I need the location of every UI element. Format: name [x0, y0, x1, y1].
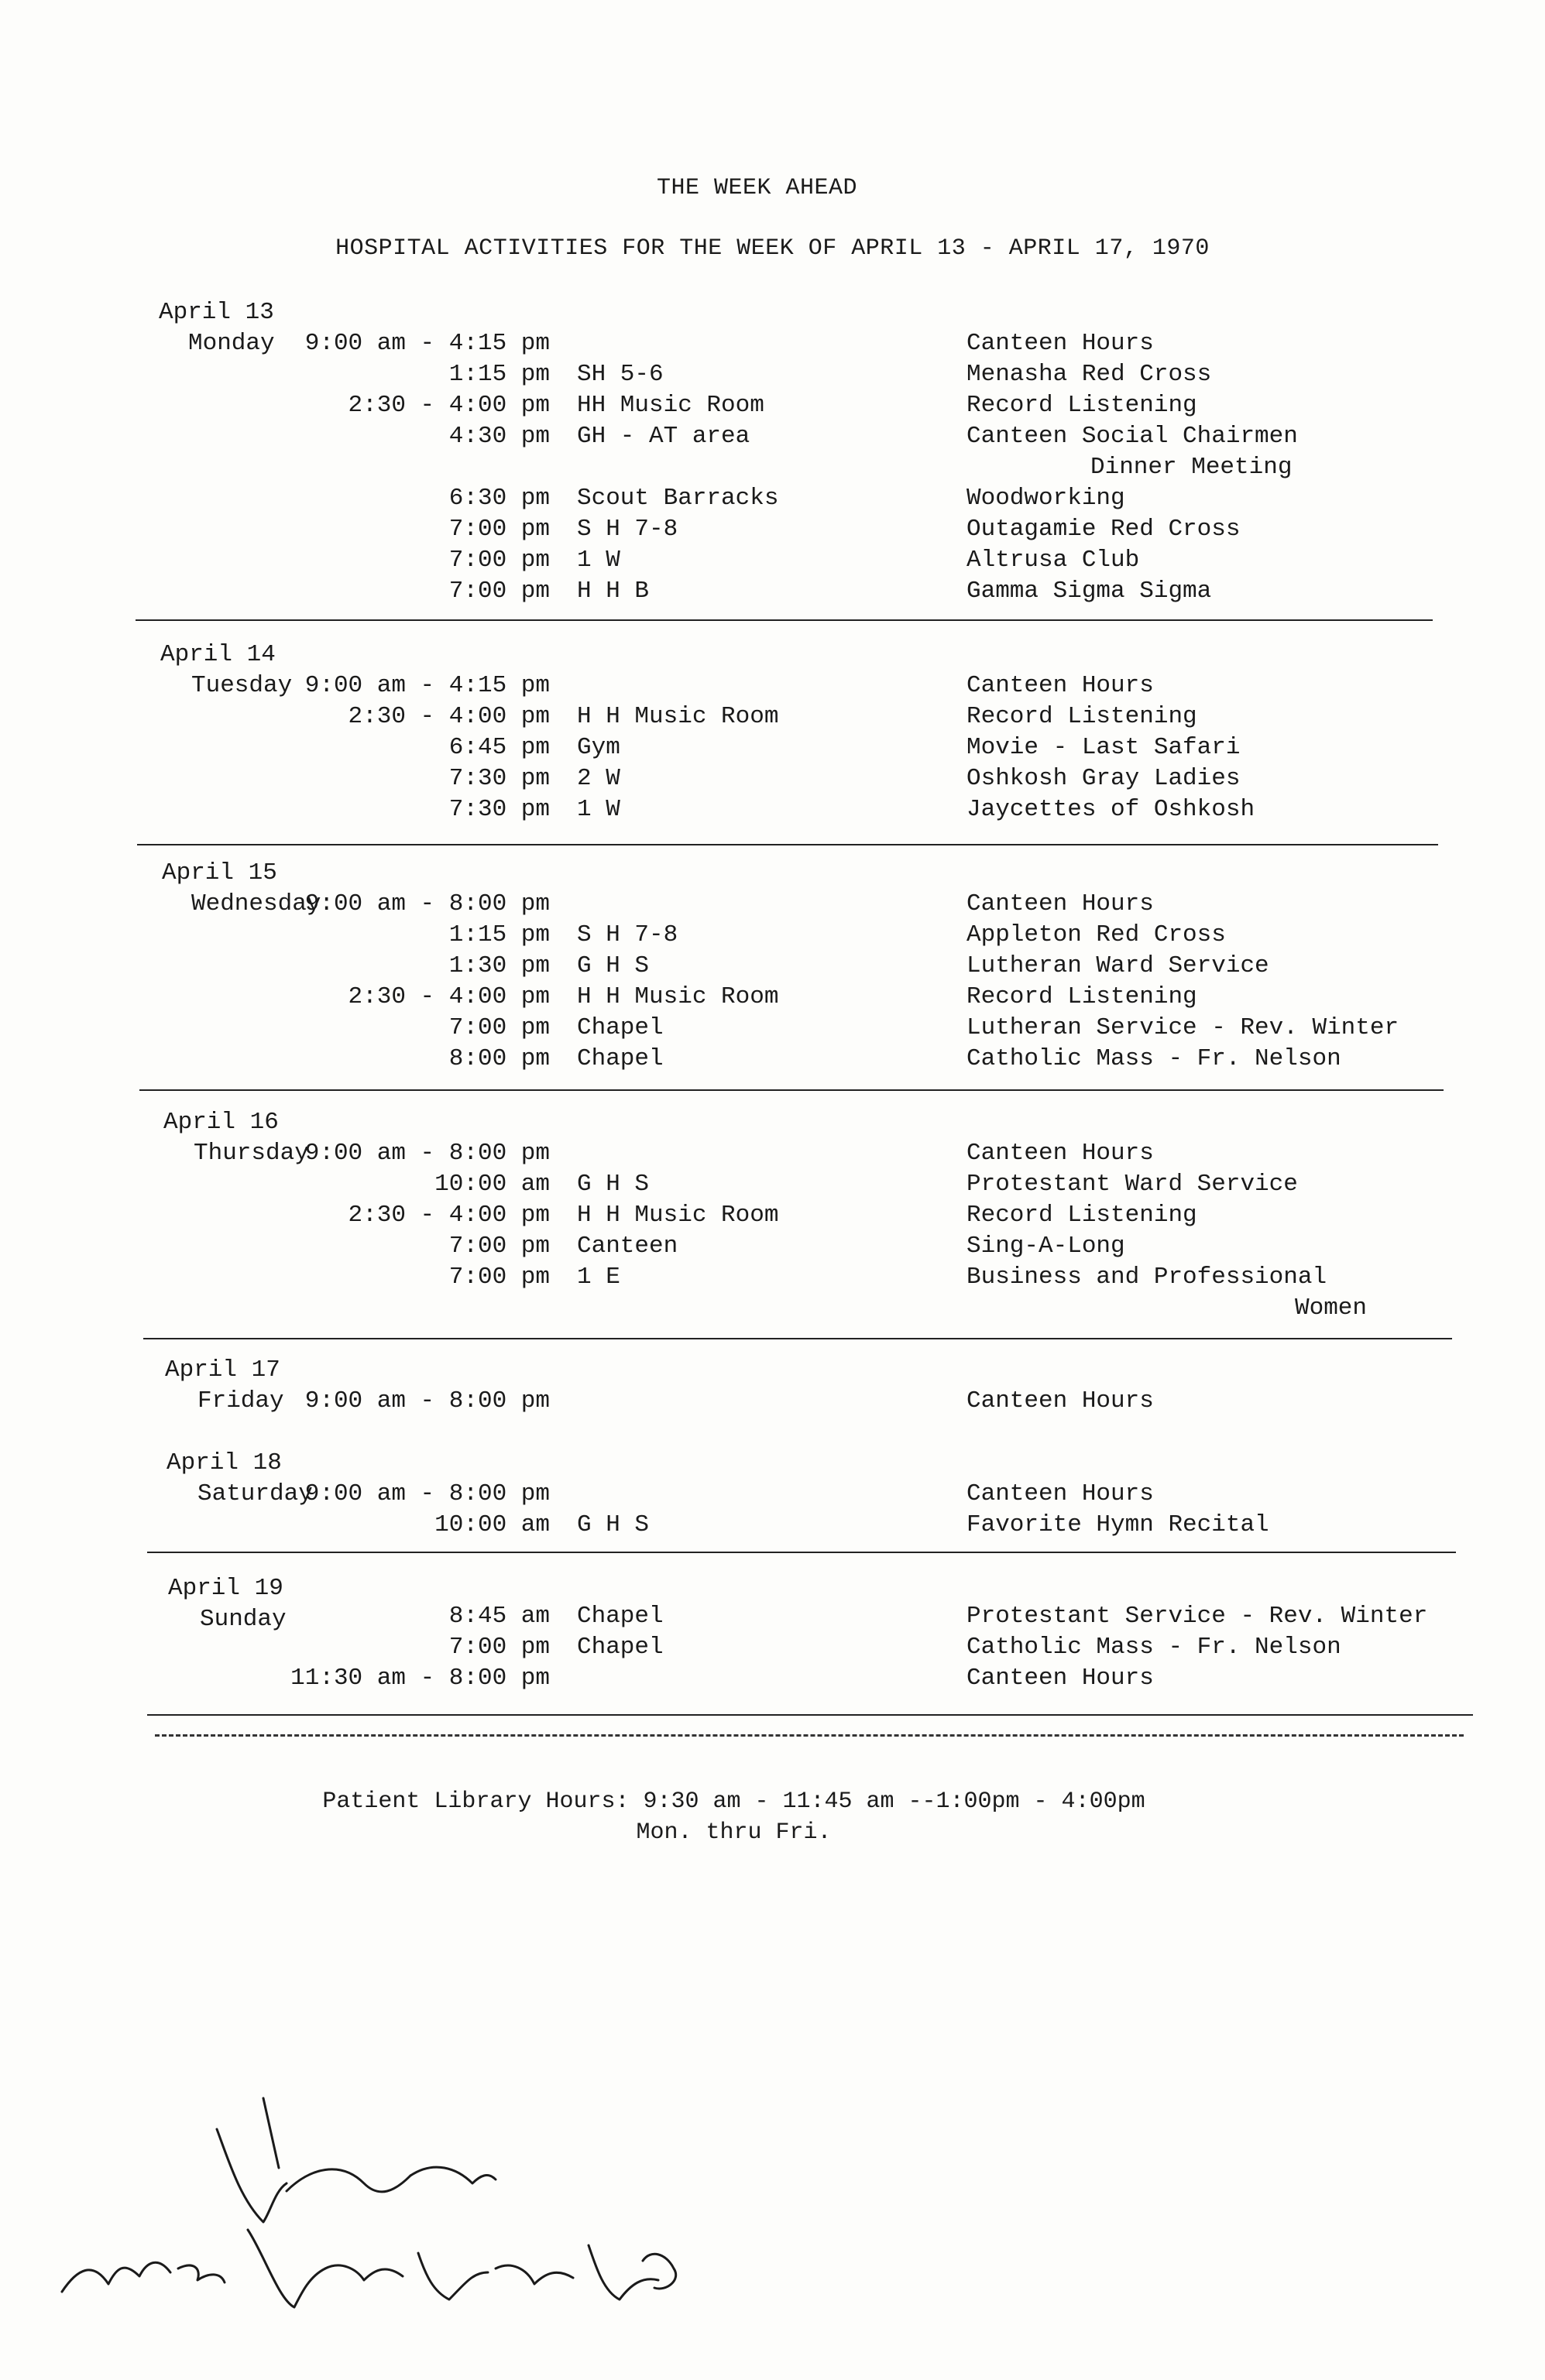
entry-time: 2:30 - 4:00 pm [348, 983, 550, 1010]
entry-location: G H S [577, 952, 650, 979]
day-label: Saturday [197, 1480, 313, 1507]
entry-time: 8:45 am [448, 1603, 550, 1630]
entry-activity: Altrusa Club [966, 547, 1140, 574]
library-hours: Patient Library Hours: 9:30 am - 11:45 am --1:00pm - 4:00pm [322, 1788, 1145, 1815]
dashed-divider [155, 1734, 1464, 1737]
entry-time: 9:00 am - 8:00 pm [304, 1387, 550, 1415]
entry-time: 7:30 pm [448, 765, 550, 792]
entry-time: 7:00 pm [448, 1264, 550, 1291]
entry-activity: Record Listening [966, 1202, 1197, 1229]
entry-time: 7:00 pm [448, 516, 550, 543]
entry-time: 6:45 pm [448, 734, 550, 761]
schedule-entry [0, 1171, 1545, 1202]
section-divider [147, 1714, 1473, 1716]
entry-location: Gym [577, 734, 620, 761]
entry-location: G H S [577, 1511, 650, 1538]
entry-time: 11:30 am - 8:00 pm [290, 1665, 550, 1692]
entry-activity: Canteen Hours [966, 672, 1154, 699]
entry-activity-continuation: Dinner Meeting [1090, 454, 1293, 481]
schedule-entry-continuation [0, 454, 1545, 485]
entry-activity: Record Listening [966, 703, 1197, 730]
entry-time: 2:30 - 4:00 pm [348, 1202, 550, 1229]
entry-activity: Oshkosh Gray Ladies [966, 765, 1241, 792]
section-divider [136, 619, 1433, 621]
entry-activity: Canteen Hours [966, 1665, 1154, 1692]
entry-activity: Appleton Red Cross [966, 921, 1226, 948]
entry-time: 8:00 pm [448, 1045, 550, 1072]
document-subtitle: HOSPITAL ACTIVITIES FOR THE WEEK OF APRIL 13 - APRIL 17, 1970 [335, 235, 1210, 262]
date-label: April 15 [162, 859, 277, 886]
entry-activity: Woodworking [966, 485, 1125, 512]
day-label: Tuesday [191, 672, 293, 699]
entry-time: 7:00 pm [448, 1634, 550, 1661]
entry-time: 10:00 am [434, 1511, 550, 1538]
schedule-entry [0, 703, 1545, 734]
entry-activity: Lutheran Ward Service [966, 952, 1269, 979]
entry-time: 6:30 pm [448, 485, 550, 512]
entry-time: 7:00 pm [448, 578, 550, 605]
entry-time: 9:00 am - 4:15 pm [304, 330, 550, 357]
schedule-entry [0, 1634, 1545, 1665]
entry-activity: Movie - Last Safari [966, 734, 1241, 761]
entry-time: 7:00 pm [448, 1014, 550, 1041]
entry-location: S H 7-8 [577, 921, 678, 948]
schedule-entry [0, 361, 1545, 392]
entry-location: Scout Barracks [577, 485, 779, 512]
entry-time: 7:30 pm [448, 796, 550, 823]
entry-location: H H Music Room [577, 1202, 779, 1229]
date-label: April 17 [165, 1356, 280, 1384]
entry-activity: Canteen Hours [966, 1480, 1154, 1507]
entry-location: 2 W [577, 765, 620, 792]
section-divider [139, 1089, 1444, 1091]
entry-activity: Favorite Hymn Recital [966, 1511, 1269, 1538]
schedule-entry [0, 1233, 1545, 1264]
schedule-entry [0, 516, 1545, 547]
entry-time: 2:30 - 4:00 pm [348, 392, 550, 419]
date-label: April 18 [167, 1449, 282, 1476]
entry-location: Chapel [577, 1045, 664, 1072]
entry-time: 1:15 pm [448, 361, 550, 388]
entry-time: 9:00 am - 8:00 pm [304, 890, 550, 917]
schedule-entry [0, 1511, 1545, 1542]
library-days: Mon. thru Fri. [636, 1819, 832, 1846]
schedule-entry [0, 392, 1545, 423]
date-label: April 16 [163, 1109, 279, 1136]
entry-time: 7:00 pm [448, 1233, 550, 1260]
entry-location: HH Music Room [577, 392, 764, 419]
entry-time: 9:00 am - 8:00 pm [304, 1140, 550, 1167]
entry-time: 1:15 pm [448, 921, 550, 948]
document-title: THE WEEK AHEAD [656, 175, 858, 201]
schedule-entry [0, 890, 1545, 921]
section-divider [147, 1552, 1456, 1553]
schedule-entry [0, 796, 1545, 827]
schedule-entry [0, 734, 1545, 765]
entry-location: GH - AT area [577, 423, 750, 450]
entry-activity-continuation: Women [1295, 1295, 1368, 1322]
entry-location: 1 E [577, 1264, 620, 1291]
schedule-entry [0, 1264, 1545, 1295]
entry-location: Chapel [577, 1603, 664, 1630]
entry-location: H H Music Room [577, 983, 779, 1010]
entry-location: Canteen [577, 1233, 678, 1260]
schedule-entry [0, 330, 1545, 361]
entry-activity: Lutheran Service - Rev. Winter [966, 1014, 1399, 1041]
entry-time: 2:30 - 4:00 pm [348, 703, 550, 730]
date-label: April 19 [168, 1575, 283, 1602]
entry-activity: Gamma Sigma Sigma [966, 578, 1212, 605]
schedule-entry [0, 921, 1545, 952]
schedule-entry [0, 1014, 1545, 1045]
schedule-entry [0, 765, 1545, 796]
entry-activity: Catholic Mass - Fr. Nelson [966, 1045, 1341, 1072]
handwritten-signature [31, 2075, 697, 2330]
entry-location: G H S [577, 1171, 650, 1198]
day-label: Monday [188, 330, 275, 357]
entry-time: 9:00 am - 8:00 pm [304, 1480, 550, 1507]
schedule-entry-continuation [0, 1295, 1545, 1325]
day-label: Thursday [194, 1140, 309, 1167]
entry-location: S H 7-8 [577, 516, 678, 543]
entry-activity: Canteen Hours [966, 1140, 1154, 1167]
entry-location: H H Music Room [577, 703, 779, 730]
entry-location: 1 W [577, 547, 620, 574]
schedule-entry [0, 983, 1545, 1014]
entry-time: 7:00 pm [448, 547, 550, 574]
entry-location: Chapel [577, 1634, 664, 1661]
date-label: April 13 [159, 299, 274, 326]
schedule-entry [0, 578, 1545, 609]
entry-activity: Outagamie Red Cross [966, 516, 1241, 543]
schedule-entry [0, 1202, 1545, 1233]
schedule-entry [0, 423, 1545, 454]
entry-activity: Canteen Social Chairmen [966, 423, 1298, 450]
entry-location: Chapel [577, 1014, 664, 1041]
entry-time: 9:00 am - 4:15 pm [304, 672, 550, 699]
entry-activity: Canteen Hours [966, 330, 1154, 357]
section-divider [143, 1338, 1452, 1339]
schedule-entry [0, 1480, 1545, 1511]
schedule-entry [0, 547, 1545, 578]
entry-activity: Canteen Hours [966, 1387, 1154, 1415]
schedule-entry [0, 952, 1545, 983]
entry-time: 1:30 pm [448, 952, 550, 979]
schedule-entry [0, 485, 1545, 516]
entry-activity: Menasha Red Cross [966, 361, 1212, 388]
entry-location: H H B [577, 578, 650, 605]
schedule-entry [0, 672, 1545, 703]
entry-activity: Protestant Service - Rev. Winter [966, 1603, 1428, 1630]
entry-location: SH 5-6 [577, 361, 664, 388]
schedule-entry [0, 1140, 1545, 1171]
entry-location: 1 W [577, 796, 620, 823]
date-label: April 14 [160, 641, 276, 668]
day-label: Wednesday [191, 890, 321, 917]
entry-time: 4:30 pm [448, 423, 550, 450]
entry-activity: Catholic Mass - Fr. Nelson [966, 1634, 1341, 1661]
schedule-entry [0, 1045, 1545, 1076]
entry-activity: Sing-A-Long [966, 1233, 1125, 1260]
entry-activity: Jaycettes of Oshkosh [966, 796, 1255, 823]
schedule-entry [0, 1603, 1545, 1634]
entry-activity: Record Listening [966, 392, 1197, 419]
entry-activity: Canteen Hours [966, 890, 1154, 917]
entry-activity: Protestant Ward Service [966, 1171, 1298, 1198]
entry-activity: Record Listening [966, 983, 1197, 1010]
schedule-entry [0, 1387, 1545, 1418]
day-label: Friday [197, 1387, 284, 1415]
entry-activity: Business and Professional [966, 1264, 1327, 1291]
entry-time: 10:00 am [434, 1171, 550, 1198]
schedule-entry [0, 1665, 1545, 1696]
day-label: Sunday [200, 1606, 287, 1633]
section-divider [137, 844, 1438, 845]
